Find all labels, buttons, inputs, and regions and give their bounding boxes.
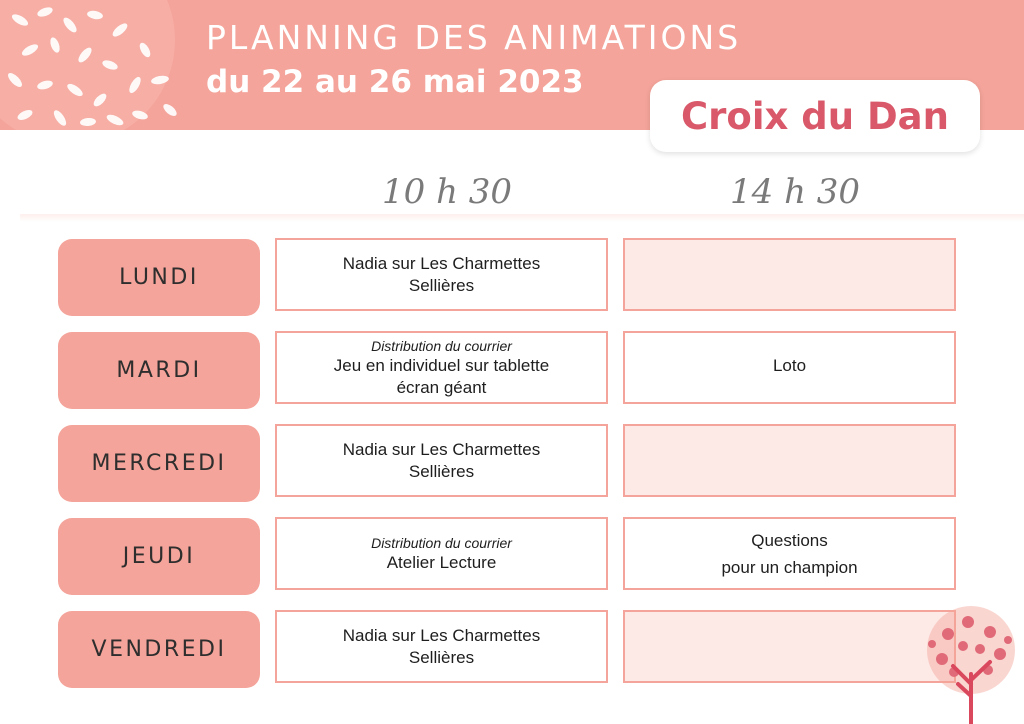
cell-line: Nadia sur Les Charmettes bbox=[342, 253, 541, 273]
cell-line: Atelier Lecture bbox=[386, 552, 497, 572]
cell-note: Distribution du courrier bbox=[371, 534, 512, 551]
tree-decoration-icon bbox=[918, 604, 1024, 724]
day-label-vendredi: VENDREDI bbox=[58, 611, 260, 688]
cell-mardi-morning bbox=[275, 331, 608, 404]
cell-line: pour un champion bbox=[721, 557, 858, 577]
leaves-decoration-icon bbox=[0, 0, 200, 130]
day-label-lundi: LUNDI bbox=[58, 239, 260, 316]
cell-line: Jeu en individuel sur tablette bbox=[333, 355, 550, 375]
cell-line: écran géant bbox=[396, 377, 487, 397]
date-range: du 22 au 26 mai 2023 bbox=[206, 64, 584, 100]
cell-line: Sellières bbox=[408, 461, 475, 481]
cell-line: Nadia sur Les Charmettes bbox=[342, 625, 541, 645]
page-title: PLANNING DES ANIMATIONS bbox=[206, 18, 742, 57]
cell-mardi-afternoon bbox=[623, 331, 956, 404]
cell-line: Questions bbox=[751, 530, 828, 550]
cell-line: Loto bbox=[772, 356, 807, 375]
day-label-jeudi: JEUDI bbox=[58, 518, 260, 595]
day-label-mercredi: MERCREDI bbox=[58, 425, 260, 502]
day-label-mardi: MARDI bbox=[58, 332, 260, 409]
cell-lundi-afternoon bbox=[623, 238, 956, 311]
cell-mercredi-morning bbox=[275, 424, 608, 497]
column-header-afternoon: 14 h 30 bbox=[730, 172, 861, 212]
cell-lundi-morning bbox=[275, 238, 608, 311]
cell-note: Distribution du courrier bbox=[371, 337, 512, 354]
site-name: Croix du Dan bbox=[681, 94, 949, 138]
divider bbox=[20, 214, 1024, 222]
cell-line: Nadia sur Les Charmettes bbox=[342, 439, 541, 459]
column-header-morning: 10 h 30 bbox=[382, 172, 513, 212]
cell-vendredi-afternoon bbox=[623, 610, 956, 683]
cell-line: Sellières bbox=[408, 647, 475, 667]
site-badge bbox=[650, 80, 980, 152]
cell-mercredi-afternoon bbox=[623, 424, 956, 497]
cell-jeudi-afternoon bbox=[623, 517, 956, 590]
cell-jeudi-morning bbox=[275, 517, 608, 590]
cell-line: Sellières bbox=[408, 275, 475, 295]
cell-vendredi-morning bbox=[275, 610, 608, 683]
